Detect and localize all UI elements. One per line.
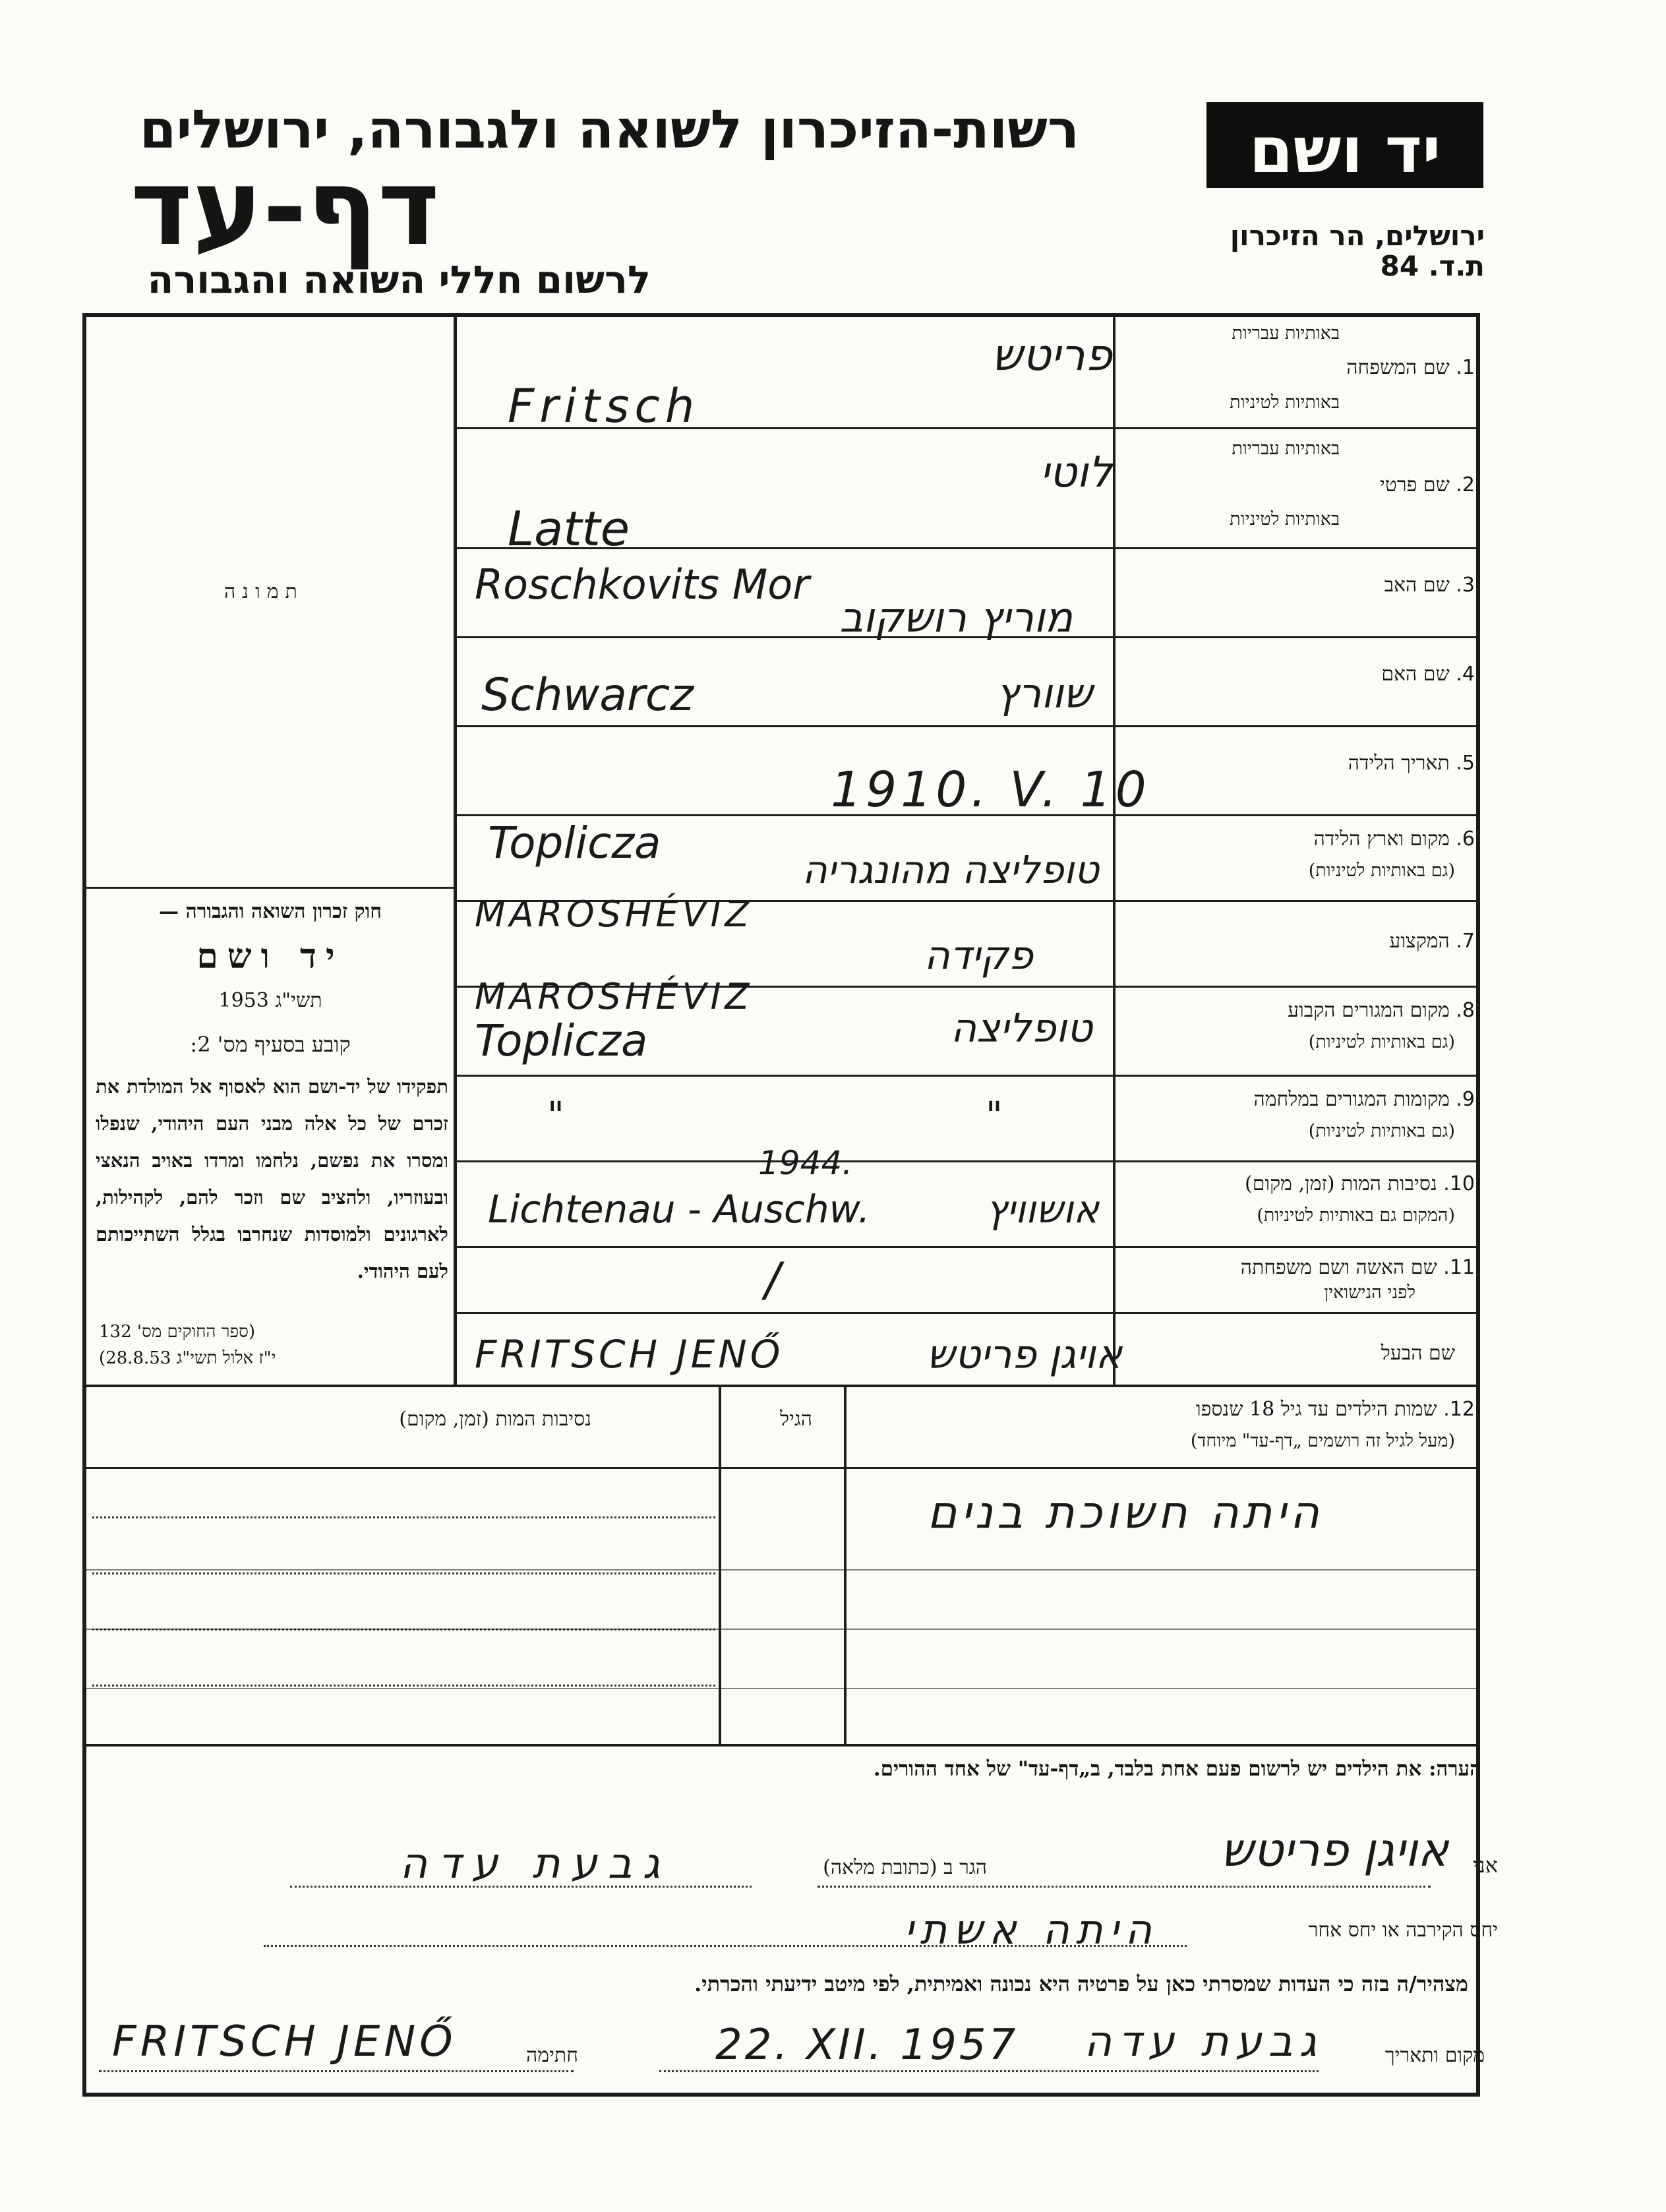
f1-label: [1346, 356, 1475, 379]
f11b-latin-value: FRITSCH JENŐ: [475, 1332, 784, 1377]
witness-address-value: גבעת עדה: [400, 1839, 670, 1888]
f6-label: [1314, 827, 1475, 851]
label-column-divider: [1113, 315, 1116, 1387]
f8-label: [1288, 999, 1475, 1022]
children-row-line: [84, 1569, 1479, 1570]
note-text: הערה: את הילדים יש לרשום פעם אחת בלבד, ב„דף-עד" של אחד ההורים.: [873, 1757, 1481, 1781]
f3-label: [1384, 574, 1475, 597]
f7-label: [1389, 930, 1475, 953]
f4-label-text: שם האם: [1381, 663, 1450, 686]
f9-value-left: ": [547, 1094, 564, 1137]
address-line-2: ת.ד. 84: [1380, 250, 1485, 282]
row-divider: [455, 1160, 1477, 1162]
f9-number: 9.: [1456, 1088, 1475, 1111]
f1-label-text: שם המשפחה: [1346, 356, 1450, 379]
f10-label: [1245, 1172, 1475, 1195]
law-ref-2: י"ז אלול תשי"ג 28.8.53): [99, 1348, 276, 1368]
law-body: תפקידו של יד-ושם הוא לאסוף אל המולדת את זכרם של כל אלה מבני העם היהודי, שנפלו ומסרו את נפשם, נלחמו ומרדו באויב הנאצי ובעוזריו, ולהציב שם וזכר להם, לקהילות, לארגונים ולמוסדות שנחרבו בגלל השתייכותם לעם היהודי.: [96, 1075, 448, 1282]
f2-label-text: שם פרטי: [1379, 473, 1450, 496]
f7-latin-value: MAROSHÉVIZ: [475, 893, 754, 935]
witness-address-line: [290, 1886, 752, 1888]
yad-vashem-logo: יד ושם: [1206, 102, 1483, 188]
f5-label: [1348, 752, 1475, 775]
f8-sub: (גם באותיות לטיניות): [1308, 1032, 1455, 1052]
law-clause: קובע בסעיף מס' 2:: [190, 1032, 351, 1057]
f9-label-text: מקומות המגורים במלחמה: [1253, 1088, 1450, 1111]
f11-label-text: שם האשה ושם משפחתה: [1240, 1256, 1437, 1279]
address-line-1: ירושלים, הר הזיכרון: [1230, 220, 1485, 252]
children-row-line: [84, 1688, 1479, 1689]
place-date-label: מקום ותאריך: [1384, 2044, 1485, 2067]
f5-label-text: תאריך הלידה: [1348, 752, 1450, 775]
photo-label: תמונה: [224, 580, 304, 603]
f1-latin-value: Fritsch: [508, 379, 700, 433]
children-dotted-line: [92, 1685, 715, 1687]
f2-sub-hebrew: באותיות עבריות: [1232, 438, 1340, 459]
row-divider: [455, 1246, 1477, 1248]
children-label: [1196, 1398, 1475, 1421]
photo-law-divider: [84, 887, 454, 889]
f1-sub-hebrew: באותיות עבריות: [1232, 323, 1340, 344]
authority-name: רשות-הזיכרון לשואה ולגבורה, ירושלים: [139, 99, 1079, 160]
f6-label-text: מקום וארץ הלידה: [1313, 827, 1450, 851]
witness-resides-label: הגר ב (כתובת מלאה): [823, 1856, 987, 1879]
f6-sub: (גם באותיות לטיניות): [1308, 860, 1455, 881]
f5-value: 1910. V. 10: [831, 762, 1150, 818]
law-title: חוק זכרון השואה והגבורה —: [159, 900, 382, 923]
f10-sub: (המקום גם באותיות לטיניות): [1257, 1205, 1455, 1226]
f10-number: 10.: [1443, 1172, 1475, 1195]
children-number: 12.: [1443, 1398, 1475, 1421]
form-subtitle: לרשום חללי השואה והגבורה: [147, 257, 651, 302]
children-sub: (מעל לגיל זה רושמים „דף-עד" מיוחד): [1190, 1431, 1455, 1451]
law-year: תשי"ג 1953: [218, 989, 322, 1012]
witness-relation-line: [264, 1945, 1187, 1947]
children-col-age: הגיל: [779, 1408, 812, 1431]
f11b-hebrew-value: אויגן פריטש: [926, 1332, 1122, 1378]
f7-hebrew-value: פקידה: [924, 933, 1033, 979]
children-dotted-line: [92, 1516, 715, 1518]
children-header-rule: [84, 1467, 1479, 1469]
law-name: יד ושם: [196, 936, 344, 976]
row-divider: [455, 1312, 1477, 1314]
f11-value: /: [765, 1253, 781, 1307]
f2-number: 2.: [1456, 473, 1475, 496]
children-col-death: נסיבות המות (זמן, מקום): [399, 1408, 591, 1431]
f9-value-right: ": [986, 1094, 1003, 1137]
address-block: [1230, 221, 1485, 282]
children-value: היתה חשוכת בנים: [927, 1487, 1323, 1539]
f1-hebrew-value: פריטש: [992, 330, 1112, 380]
children-bottom-rule: [84, 1744, 1479, 1747]
witness-name-value: אויגן פריטש: [1220, 1823, 1448, 1877]
witness-name-line: [818, 1886, 1431, 1888]
f8-latin-value-1: MAROSHÉVIZ: [475, 976, 754, 1017]
children-age-left-divider: [719, 1385, 721, 1744]
f10-hebrew-value: אושוויץ: [986, 1187, 1099, 1232]
place-value: גבעת עדה: [1084, 2018, 1323, 2066]
f11-label: [1241, 1256, 1475, 1279]
f3-label-text: שם האב: [1384, 574, 1450, 597]
row-divider: [455, 1075, 1477, 1077]
f9-sub: (גם באותיות לטיניות): [1308, 1121, 1455, 1141]
children-row-line: [84, 1629, 1479, 1630]
witness-relation-label: יחס הקירבה או יחס אחר: [1308, 1919, 1498, 1942]
children-top-rule: [84, 1385, 1479, 1387]
f8-number: 8.: [1456, 999, 1475, 1022]
f4-number: 4.: [1456, 663, 1475, 686]
signature-label: חתימה: [526, 2044, 578, 2067]
f7-label-text: המקצוע: [1389, 930, 1450, 953]
children-label-text: שמות הילדים עד גיל 18 שנספו: [1196, 1398, 1437, 1421]
children-age-right-divider: [844, 1385, 847, 1744]
f8-latin-value-2: Toplicza: [475, 1015, 648, 1066]
f2-label: [1380, 473, 1475, 496]
f4-label: [1381, 663, 1475, 686]
f11-sub: לפני הנישואין: [1324, 1282, 1415, 1303]
f3-number: 3.: [1456, 574, 1475, 597]
f2-hebrew-value: לוטי: [1040, 448, 1112, 497]
law-ref-1: (ספר החוקים מס' 132: [99, 1322, 256, 1342]
place-date-line: [659, 2070, 1319, 2072]
f4-hebrew-value: שוורץ: [996, 669, 1092, 717]
f2-latin-value: Latte: [508, 501, 630, 556]
row-divider: [455, 725, 1477, 727]
f2-sub-latin: באותיות לטיניות: [1230, 509, 1340, 529]
f11-number: 11.: [1443, 1256, 1475, 1279]
f6-latin-value: Toplicza: [488, 818, 661, 868]
f6-hebrew-value: טופליצה מהונגריה: [802, 847, 1099, 892]
f10-latin-value: Lichtenau - Auschw.: [488, 1187, 870, 1232]
f3-hebrew-value: מוריץ רושקוב: [839, 593, 1073, 642]
signature-value: FRITSCH JENŐ: [112, 2018, 457, 2066]
f10-label-text: נסיבות המות (זמן, מקום): [1245, 1172, 1437, 1195]
f7-number: 7.: [1456, 930, 1475, 953]
children-dotted-line: [92, 1572, 715, 1574]
f1-sub-latin: באותיות לטיניות: [1230, 392, 1340, 413]
f11b-label: שם הבעל: [1381, 1342, 1455, 1365]
form-title: דף-עד: [130, 146, 440, 269]
f4-latin-value: Schwarcz: [481, 669, 694, 721]
f9-label: [1253, 1088, 1475, 1111]
f1-number: 1.: [1456, 356, 1475, 379]
f6-number: 6.: [1456, 827, 1475, 851]
witness-prefix: אני: [1473, 1853, 1498, 1878]
photo-column-divider: [454, 315, 457, 1387]
f3-latin-value: Roschkovits Mor: [475, 560, 810, 609]
signature-line: [99, 2070, 574, 2072]
f8-hebrew-value: טופליצה: [950, 1005, 1092, 1052]
f8-label-text: מקום המגורים הקבוע: [1288, 999, 1450, 1022]
witness-relation-value: היתה אשתי: [904, 1905, 1158, 1954]
declaration-text: מצהיר/ה בזה כי העדות שמסרתי כאן על פרטיה היא נכונה ואמיתית, לפי מיטב ידיעתי והכרתי.: [694, 1971, 1468, 1996]
f10-year: 1944.: [758, 1144, 853, 1182]
date-value: 22. XII. 1957: [715, 2021, 1019, 2070]
f5-number: 5.: [1456, 752, 1475, 775]
